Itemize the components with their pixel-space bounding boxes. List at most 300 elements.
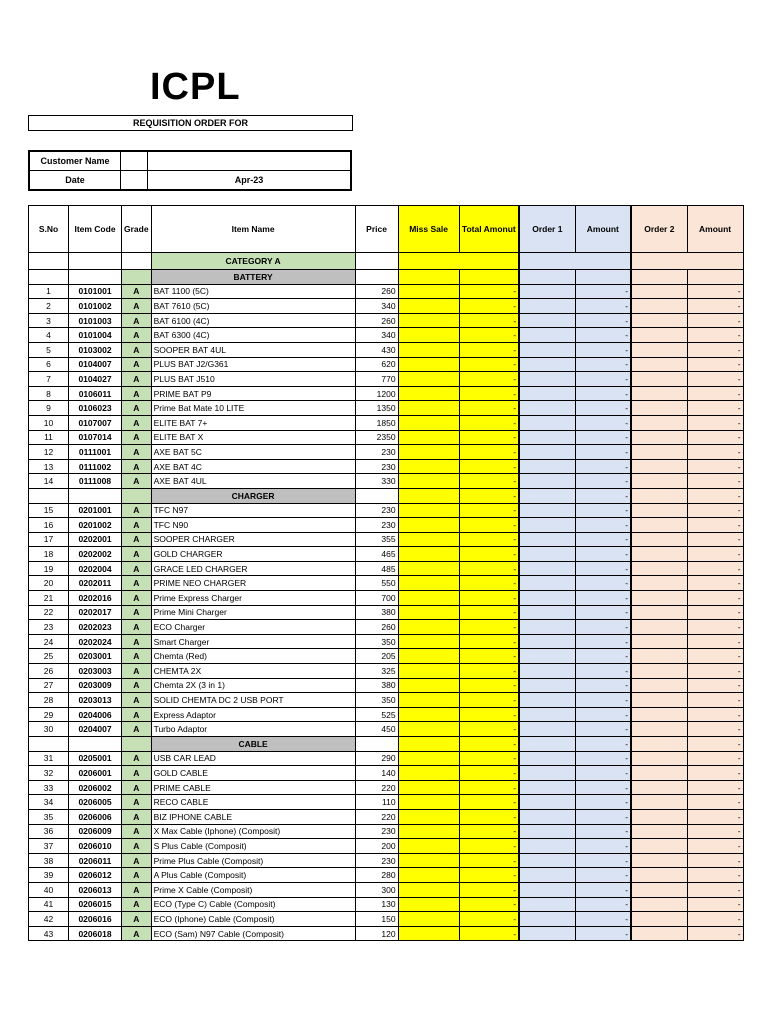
total-amount-cell: - — [459, 707, 519, 722]
order1-cell[interactable] — [519, 824, 575, 839]
total-amount-cell: - — [459, 766, 519, 781]
item-code: 0202002 — [69, 547, 122, 562]
table-row — [29, 313, 744, 328]
col-grade: Grade — [122, 206, 152, 253]
order1-cell[interactable] — [519, 693, 575, 708]
item-sno: 31 — [29, 751, 69, 766]
blank-cell — [122, 488, 152, 503]
total-amount-cell: - — [459, 897, 519, 912]
miss-sale-cell[interactable] — [398, 707, 459, 722]
order2-cell[interactable] — [631, 853, 687, 868]
table-row — [29, 474, 744, 489]
item-price: 1350 — [355, 401, 398, 416]
order2-cell[interactable] — [631, 766, 687, 781]
order2-cell[interactable] — [631, 547, 687, 562]
amount2-cell: - — [687, 693, 743, 708]
order1-cell[interactable] — [519, 576, 575, 591]
requisition-heading: REQUISITION ORDER FOR — [28, 115, 353, 131]
item-name: GOLD CHARGER — [151, 547, 355, 562]
item-code: 0202004 — [69, 561, 122, 576]
order1-cell[interactable] — [519, 678, 575, 693]
miss-sale-cell[interactable] — [398, 926, 459, 941]
order2-cell[interactable] — [631, 839, 687, 854]
order2-cell[interactable] — [631, 474, 687, 489]
blank-cell — [122, 270, 152, 285]
miss-sale-cell[interactable] — [398, 299, 459, 314]
miss-sale-cell[interactable] — [398, 357, 459, 372]
total-amount-cell: - — [459, 664, 519, 679]
amount2-cell: - — [687, 912, 743, 927]
item-name: ELITE BAT 7+ — [151, 415, 355, 430]
table-row — [29, 926, 744, 941]
order1-cell[interactable] — [519, 649, 575, 664]
miss-sale-cell[interactable] — [398, 780, 459, 795]
order2-cell[interactable] — [631, 342, 687, 357]
amount1-cell: - — [575, 430, 631, 445]
item-grade: A — [122, 605, 152, 620]
order2-cell[interactable] — [631, 897, 687, 912]
order1-cell[interactable] — [519, 809, 575, 824]
item-grade: A — [122, 576, 152, 591]
miss-sale-cell[interactable] — [398, 270, 459, 285]
order1-cell[interactable] — [519, 664, 575, 679]
table-row — [29, 430, 744, 445]
order2-cell[interactable] — [631, 780, 687, 795]
miss-sale-cell[interactable] — [398, 824, 459, 839]
order2-cell[interactable] — [631, 372, 687, 387]
order1-cell[interactable] — [519, 401, 575, 416]
item-sno: 20 — [29, 576, 69, 591]
amount2-cell: - — [687, 386, 743, 401]
order2-cell[interactable] — [631, 664, 687, 679]
item-sno: 1 — [29, 284, 69, 299]
item-name: S Plus Cable (Composit) — [151, 839, 355, 854]
item-name: GRACE LED CHARGER — [151, 561, 355, 576]
order2-cell[interactable] — [631, 503, 687, 518]
item-sno: 16 — [29, 518, 69, 533]
order1-cell[interactable] — [519, 912, 575, 927]
miss-sale-cell[interactable] — [398, 882, 459, 897]
order1-cell[interactable] — [519, 737, 575, 752]
table-row — [29, 649, 744, 664]
item-price: 120 — [355, 926, 398, 941]
item-name: A Plus Cable (Composit) — [151, 868, 355, 883]
item-name: PRIME BAT P9 — [151, 386, 355, 401]
amount2-cell: - — [687, 839, 743, 854]
miss-sale-cell[interactable] — [398, 620, 459, 635]
order1-cell[interactable] — [519, 853, 575, 868]
total-amount-cell: - — [459, 839, 519, 854]
order2-cell[interactable] — [631, 532, 687, 547]
miss-sale-cell[interactable] — [398, 372, 459, 387]
miss-sale-cell[interactable] — [398, 386, 459, 401]
order2-cell[interactable] — [631, 751, 687, 766]
item-price: 230 — [355, 824, 398, 839]
item-name: GOLD CABLE — [151, 766, 355, 781]
order1-cell[interactable] — [519, 722, 575, 737]
amount2-cell: - — [687, 882, 743, 897]
order1-cell[interactable] — [519, 561, 575, 576]
order2-cell[interactable] — [631, 722, 687, 737]
total-amount-cell: - — [459, 518, 519, 533]
table-row — [29, 284, 744, 299]
amount2-cell: - — [687, 561, 743, 576]
item-sno: 26 — [29, 664, 69, 679]
blank-cell — [29, 270, 69, 285]
order2-cell[interactable] — [631, 445, 687, 460]
item-sno: 11 — [29, 430, 69, 445]
order2-cell[interactable] — [631, 328, 687, 343]
total-amount-cell: - — [459, 445, 519, 460]
item-name: AXE BAT 5C — [151, 445, 355, 460]
blank-cell — [122, 253, 152, 270]
miss-sale-cell[interactable] — [398, 605, 459, 620]
item-grade: A — [122, 561, 152, 576]
order2-cell[interactable] — [631, 693, 687, 708]
item-sno: 19 — [29, 561, 69, 576]
miss-sale-cell[interactable] — [398, 474, 459, 489]
amount2-cell: - — [687, 605, 743, 620]
miss-sale-cell[interactable] — [398, 853, 459, 868]
total-amount-cell: - — [459, 342, 519, 357]
item-price: 550 — [355, 576, 398, 591]
order1-cell[interactable] — [519, 503, 575, 518]
item-code: 0206005 — [69, 795, 122, 810]
amount1-cell: - — [575, 751, 631, 766]
amount1-cell: - — [575, 445, 631, 460]
item-price: 330 — [355, 474, 398, 489]
total-amount-cell: - — [459, 809, 519, 824]
order1-cell[interactable] — [519, 459, 575, 474]
order2-cell[interactable] — [631, 299, 687, 314]
category-row — [29, 253, 744, 270]
item-sno: 29 — [29, 707, 69, 722]
item-name: Turbo Adaptor — [151, 722, 355, 737]
order1-cell[interactable] — [519, 299, 575, 314]
amount1-cell: - — [575, 882, 631, 897]
item-code: 0111001 — [69, 445, 122, 460]
miss-sale-cell[interactable] — [398, 284, 459, 299]
amount1-cell: - — [575, 547, 631, 562]
item-name: Chemta 2X (3 in 1) — [151, 678, 355, 693]
amount1-cell: - — [575, 824, 631, 839]
order2-cell[interactable] — [631, 386, 687, 401]
item-code: 0107007 — [69, 415, 122, 430]
order1-cell[interactable] — [519, 780, 575, 795]
item-grade: A — [122, 372, 152, 387]
total-amount-cell: - — [459, 882, 519, 897]
item-grade: A — [122, 415, 152, 430]
order2-cell[interactable] — [631, 561, 687, 576]
miss-sale-cell[interactable] — [398, 678, 459, 693]
total-amount-cell: - — [459, 576, 519, 591]
item-name: ECO (Sam) N97 Cable (Composit) — [151, 926, 355, 941]
amount1-cell: - — [575, 401, 631, 416]
order1-cell[interactable] — [519, 882, 575, 897]
item-code: 0206002 — [69, 780, 122, 795]
item-code: 0206011 — [69, 853, 122, 868]
order1-cell[interactable] — [519, 488, 575, 503]
item-grade: A — [122, 459, 152, 474]
table-row — [29, 620, 744, 635]
blank-cell — [69, 737, 122, 752]
order1-cell[interactable] — [519, 926, 575, 941]
miss-sale-cell[interactable] — [398, 415, 459, 430]
amount1-cell: - — [575, 503, 631, 518]
amount1-cell: - — [575, 693, 631, 708]
miss-sale-cell[interactable] — [398, 751, 459, 766]
order2-cell[interactable] — [631, 824, 687, 839]
order2-cell[interactable] — [631, 605, 687, 620]
item-sno: 6 — [29, 357, 69, 372]
order2-cell[interactable] — [631, 313, 687, 328]
order1-cell[interactable] — [519, 284, 575, 299]
order2-cell[interactable] — [631, 882, 687, 897]
item-price: 110 — [355, 795, 398, 810]
miss-sale-cell[interactable] — [398, 722, 459, 737]
order1-cell[interactable] — [519, 357, 575, 372]
item-grade: A — [122, 474, 152, 489]
item-name: PLUS BAT J2/G361 — [151, 357, 355, 372]
company-title: ICPL — [150, 66, 241, 108]
amount2-cell: - — [687, 737, 743, 752]
amount2-cell: - — [687, 313, 743, 328]
table-row — [29, 722, 744, 737]
table-row — [29, 342, 744, 357]
miss-sale-cell[interactable] — [398, 868, 459, 883]
item-code: 0202023 — [69, 620, 122, 635]
miss-sale-cell[interactable] — [398, 459, 459, 474]
item-sno: 33 — [29, 780, 69, 795]
order1-cell[interactable] — [519, 518, 575, 533]
blank-cell — [29, 737, 69, 752]
amount2-cell: - — [687, 284, 743, 299]
miss-sale-cell[interactable] — [398, 912, 459, 927]
table-row — [29, 561, 744, 576]
miss-sale-cell[interactable] — [398, 561, 459, 576]
table-row — [29, 839, 744, 854]
order1-cell[interactable] — [519, 532, 575, 547]
miss-sale-cell[interactable] — [398, 664, 459, 679]
miss-sale-cell[interactable] — [398, 591, 459, 606]
item-price: 620 — [355, 357, 398, 372]
item-name: BAT 7610 (5C) — [151, 299, 355, 314]
miss-sale-cell[interactable] — [398, 795, 459, 810]
order2-cell[interactable] — [631, 488, 687, 503]
item-code: 0206006 — [69, 809, 122, 824]
item-price: 430 — [355, 342, 398, 357]
table-row — [29, 445, 744, 460]
amount2-cell: - — [687, 868, 743, 883]
item-grade: A — [122, 882, 152, 897]
order2-cell[interactable] — [631, 795, 687, 810]
total-amount-cell: - — [459, 299, 519, 314]
order2-cell[interactable] — [631, 649, 687, 664]
item-sno: 35 — [29, 809, 69, 824]
order2-cell[interactable] — [631, 620, 687, 635]
order1-cell[interactable] — [519, 270, 575, 285]
order2-cell[interactable] — [631, 357, 687, 372]
item-code: 0104007 — [69, 357, 122, 372]
order1-cell[interactable] — [519, 328, 575, 343]
order2-cell[interactable] — [631, 678, 687, 693]
order2-cell[interactable] — [631, 737, 687, 752]
item-grade: A — [122, 678, 152, 693]
item-name: BAT 1100 (5C) — [151, 284, 355, 299]
col-item-code: Item Code — [69, 206, 122, 253]
item-sno: 18 — [29, 547, 69, 562]
item-price: 230 — [355, 853, 398, 868]
order1-cell[interactable] — [519, 474, 575, 489]
item-price: 2350 — [355, 430, 398, 445]
total-amount-cell: - — [459, 561, 519, 576]
amount1-cell: - — [575, 561, 631, 576]
item-code: 0205001 — [69, 751, 122, 766]
order2-cell[interactable] — [631, 591, 687, 606]
order2-cell[interactable] — [631, 270, 687, 285]
order2-cell[interactable] — [631, 284, 687, 299]
section-title: CABLE — [151, 737, 355, 752]
miss-sale-cell[interactable] — [398, 445, 459, 460]
total-amount-cell: - — [459, 649, 519, 664]
item-grade: A — [122, 328, 152, 343]
item-name: SOOPER CHARGER — [151, 532, 355, 547]
miss-sale-cell[interactable] — [398, 488, 459, 503]
item-price: 260 — [355, 620, 398, 635]
miss-sale-cell[interactable] — [398, 532, 459, 547]
amount2-cell: - — [687, 766, 743, 781]
item-sno: 17 — [29, 532, 69, 547]
order-table — [28, 205, 744, 941]
item-sno: 41 — [29, 897, 69, 912]
amount1-cell: - — [575, 853, 631, 868]
blank-cell — [29, 488, 69, 503]
order2-cell[interactable] — [631, 912, 687, 927]
total-amount-cell: - — [459, 328, 519, 343]
total-amount-cell: - — [459, 678, 519, 693]
item-sno: 22 — [29, 605, 69, 620]
order1-cell[interactable] — [519, 620, 575, 635]
order1-cell[interactable] — [519, 868, 575, 883]
item-price: 325 — [355, 664, 398, 679]
order1-cell[interactable] — [519, 839, 575, 854]
total-amount-cell: - — [459, 634, 519, 649]
amount1-cell: - — [575, 342, 631, 357]
amount1-cell: - — [575, 605, 631, 620]
miss-sale-cell[interactable] — [398, 897, 459, 912]
order1-cell[interactable] — [519, 707, 575, 722]
miss-sale-cell[interactable] — [398, 430, 459, 445]
blank-cell — [69, 488, 122, 503]
total-amount-cell: - — [459, 693, 519, 708]
order1-cell[interactable] — [519, 445, 575, 460]
miss-sale-cell[interactable] — [398, 503, 459, 518]
miss-sale-cell[interactable] — [398, 518, 459, 533]
item-grade: A — [122, 912, 152, 927]
miss-sale-cell[interactable] — [398, 839, 459, 854]
amount2-cell: - — [687, 576, 743, 591]
item-grade: A — [122, 518, 152, 533]
miss-sale-cell[interactable] — [398, 328, 459, 343]
order1-cell[interactable] — [519, 547, 575, 562]
miss-sale-cell[interactable] — [398, 649, 459, 664]
item-sno: 23 — [29, 620, 69, 635]
miss-sale-cell[interactable] — [398, 693, 459, 708]
order2-cell[interactable] — [631, 707, 687, 722]
order2-cell[interactable] — [631, 576, 687, 591]
blank-cell — [69, 270, 122, 285]
order1-cell[interactable] — [519, 386, 575, 401]
item-price: 380 — [355, 678, 398, 693]
miss-sale-cell[interactable] — [398, 766, 459, 781]
amount2-cell: - — [687, 532, 743, 547]
order1-cell[interactable] — [519, 795, 575, 810]
order1-cell[interactable] — [519, 766, 575, 781]
item-name: RECO CABLE — [151, 795, 355, 810]
item-grade: A — [122, 430, 152, 445]
item-code: 0206009 — [69, 824, 122, 839]
miss-sale-cell[interactable] — [398, 547, 459, 562]
order1-cell[interactable] — [519, 372, 575, 387]
miss-sale-cell[interactable] — [398, 313, 459, 328]
total-amount-cell: - — [459, 357, 519, 372]
order2-cell[interactable] — [631, 459, 687, 474]
order2-cell[interactable] — [631, 868, 687, 883]
order1-cell[interactable] — [519, 591, 575, 606]
item-grade: A — [122, 795, 152, 810]
date-field[interactable]: Apr-23 — [148, 171, 352, 191]
order1-cell[interactable] — [519, 751, 575, 766]
order1-cell[interactable] — [519, 897, 575, 912]
total-amount-cell: - — [459, 824, 519, 839]
miss-sale-cell[interactable] — [398, 576, 459, 591]
table-row — [29, 809, 744, 824]
miss-sale-cell[interactable] — [398, 809, 459, 824]
order2-cell[interactable] — [631, 415, 687, 430]
table-row — [29, 664, 744, 679]
table-row — [29, 868, 744, 883]
blank-cell — [575, 253, 631, 270]
item-sno: 27 — [29, 678, 69, 693]
amount1-cell: - — [575, 313, 631, 328]
item-code: 0202017 — [69, 605, 122, 620]
order1-cell[interactable] — [519, 313, 575, 328]
item-grade: A — [122, 357, 152, 372]
order1-cell[interactable] — [519, 430, 575, 445]
miss-sale-cell[interactable] — [398, 401, 459, 416]
miss-sale-cell[interactable] — [398, 737, 459, 752]
order1-cell[interactable] — [519, 634, 575, 649]
order2-cell[interactable] — [631, 401, 687, 416]
order1-cell[interactable] — [519, 415, 575, 430]
order2-cell[interactable] — [631, 430, 687, 445]
order1-cell[interactable] — [519, 342, 575, 357]
order2-cell[interactable] — [631, 926, 687, 941]
miss-sale-cell[interactable] — [398, 634, 459, 649]
item-name: SOOPER BAT 4UL — [151, 342, 355, 357]
order2-cell[interactable] — [631, 634, 687, 649]
order1-cell[interactable] — [519, 605, 575, 620]
table-row — [29, 328, 744, 343]
miss-sale-cell[interactable] — [398, 342, 459, 357]
item-name: TFC N90 — [151, 518, 355, 533]
order2-cell[interactable] — [631, 518, 687, 533]
item-name: TFC N97 — [151, 503, 355, 518]
customer-name-field[interactable] — [148, 151, 352, 171]
order2-cell[interactable] — [631, 809, 687, 824]
item-sno: 42 — [29, 912, 69, 927]
total-amount-cell — [459, 270, 519, 285]
